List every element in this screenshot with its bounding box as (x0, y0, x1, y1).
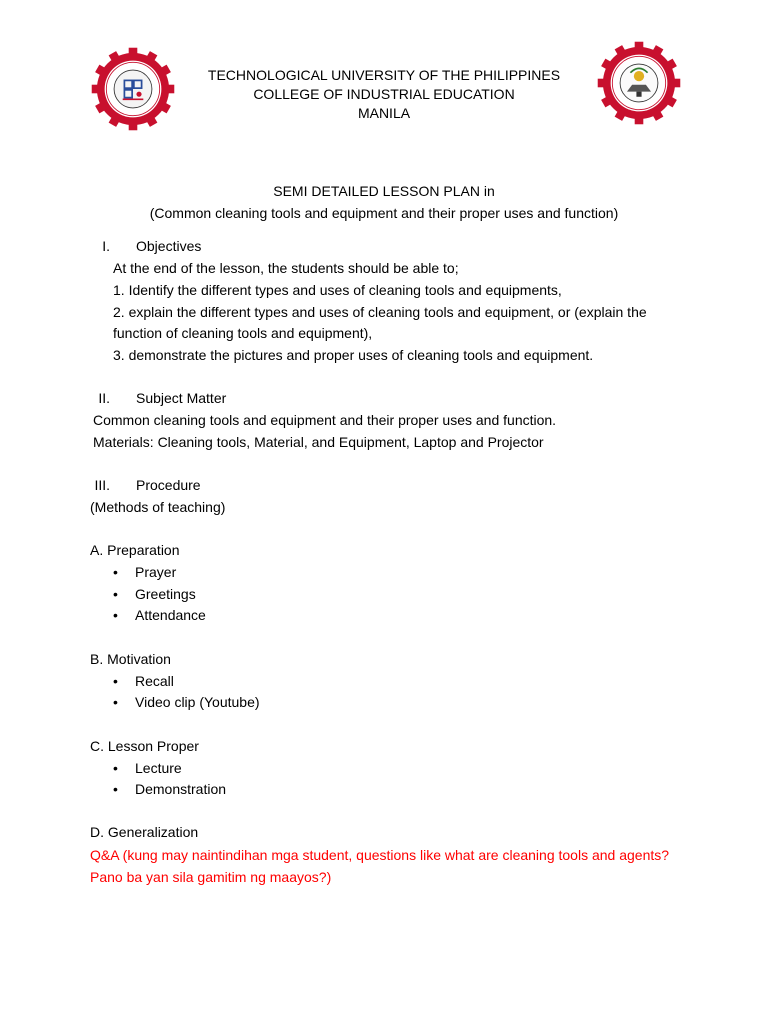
objectives-numeral: I. (102, 238, 110, 254)
list-item: • Lecture (113, 760, 182, 776)
list-item: • Greetings (113, 586, 196, 602)
generalization-note-2: Pano ba yan sila gamitim ng maayos?) (90, 869, 332, 885)
subject-line-1: Common cleaning tools and equipment and their proper uses and function. (93, 412, 557, 428)
bullet: • (113, 586, 118, 602)
generalization-note-1: Q&A (kung may naintindihan mga student, questions like what are cleaning tools and agents? (90, 847, 670, 863)
objectives-heading (78, 236, 201, 256)
objectives-title: Objectives (136, 238, 202, 254)
university-name: TECHNOLOGICAL UNIVERSITY OF THE PHILIPPINES (207, 67, 561, 83)
objective-item-1: 1. Identify the different types and uses of cleaning tools and equipments, (113, 282, 562, 298)
subject-numeral: II. (98, 390, 110, 406)
city-name: MANILA (357, 105, 411, 121)
list-item: • Attendance (113, 607, 206, 623)
list-item: • Video clip (Youtube) (113, 694, 260, 710)
preparation-heading: A. Preparation (90, 542, 180, 558)
procedure-numeral: III. (94, 477, 110, 493)
subject-materials: Materials: Cleaning tools, Material, and Equipment, Laptop and Projector (93, 434, 544, 450)
objectives-intro: At the end of the lesson, the students should be able to; (113, 260, 459, 276)
list-item: • Recall (113, 673, 174, 689)
plan-title: SEMI DETAILED LESSON PLAN in (273, 183, 495, 199)
lesson-proper-heading: C. Lesson Proper (90, 738, 199, 754)
list-item: • Prayer (113, 564, 177, 580)
college-name: COLLEGE OF INDUSTRIAL EDUCATION (253, 86, 515, 102)
objective-item-2-continued: function of cleaning tools and equipment), (113, 325, 373, 341)
objective-item-3: 3. demonstrate the pictures and proper uses of cleaning tools and equipment. (113, 347, 594, 363)
bullet: • (113, 564, 118, 580)
procedure-title: Procedure (136, 477, 201, 493)
bullet: • (113, 694, 118, 710)
procedure-methods: (Methods of teaching) (90, 499, 226, 515)
motivation-heading: B. Motivation (90, 651, 171, 667)
subject-matter-heading (72, 388, 226, 408)
bullet: • (113, 607, 118, 623)
procedure-heading (66, 475, 201, 495)
subject-title: Subject Matter (136, 390, 227, 406)
bullet: • (113, 673, 118, 689)
cie-seal-logo (596, 40, 682, 126)
generalization-heading: D. Generalization (90, 824, 199, 840)
plan-title-block (84, 180, 684, 224)
document-header (160, 66, 608, 123)
list-item: • Demonstration (113, 781, 227, 797)
objective-item-2: 2. explain the different types and uses of cleaning tools and equipment, or (explain the (113, 304, 647, 320)
bullet: • (113, 760, 118, 776)
plan-subtitle: (Common cleaning tools and equipment and their proper uses and function) (149, 205, 619, 221)
bullet: • (113, 781, 118, 797)
